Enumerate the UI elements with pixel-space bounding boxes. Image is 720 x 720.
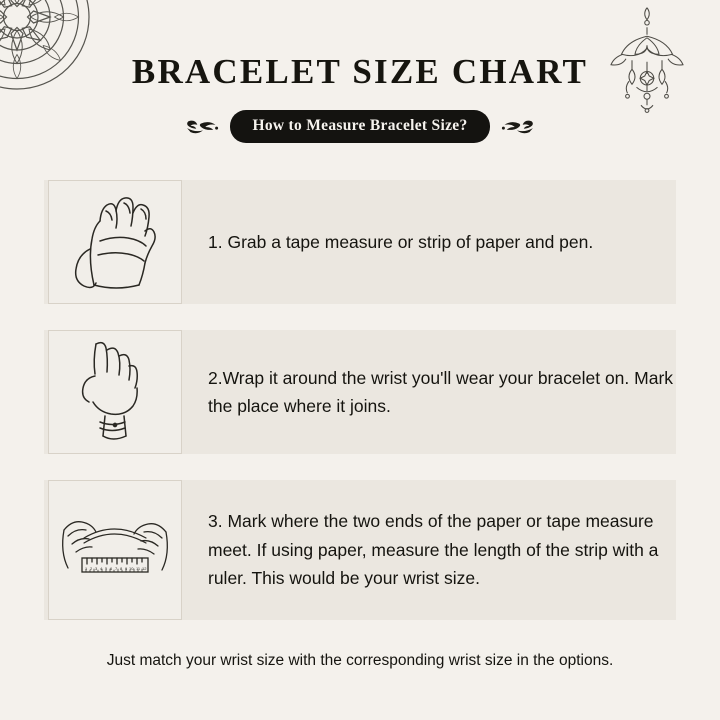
steps-list: [0, 180, 720, 646]
hand-with-tape-around-wrist-line-drawing-icon: [60, 336, 170, 448]
svg-text:1: 1: [85, 566, 88, 571]
svg-text:4: 4: [100, 566, 103, 571]
subtitle-row: [0, 110, 720, 143]
step-3-image: [48, 480, 182, 620]
step-item: [0, 330, 720, 454]
step-1-text: 1. Grab a tape measure or strip of paper and pen.: [208, 231, 594, 252]
svg-text:5: 5: [105, 566, 108, 571]
svg-text:2: 2: [90, 566, 93, 571]
step-1-image: [48, 180, 182, 304]
svg-text:9: 9: [125, 566, 128, 571]
footnote-text: Just match your wrist size with the corresponding wrist size in the options.: [106, 652, 614, 669]
flourish-ornament-left-icon: [186, 116, 220, 138]
step-3-text: 3. Mark where the two ends of the paper or tape measure meet. If using paper, measure the length of the strip with a ruler. This would be your wrist size.: [208, 511, 659, 589]
step-2-text: 2.Wrap it around the wrist you'll wear your bracelet on. Mark the place where it joins.: [208, 367, 674, 416]
svg-text:6: 6: [110, 566, 113, 571]
svg-text:10: 10: [129, 566, 134, 571]
page-title: BRACELET SIZE CHART: [131, 52, 589, 91]
hands-measuring-strip-with-ruler-line-drawing-icon: [54, 502, 176, 598]
flourish-ornament-right-icon: [500, 116, 534, 138]
closed-fist-line-drawing-icon: [60, 189, 170, 295]
step-item: [0, 180, 720, 304]
step-2-image: [48, 330, 182, 454]
svg-text:12: 12: [142, 566, 147, 571]
svg-text:3: 3: [95, 566, 98, 571]
svg-text:11: 11: [136, 566, 141, 571]
subtitle-pill: How to Measure Bracelet Size?: [230, 110, 489, 143]
svg-text:7: 7: [115, 566, 118, 571]
svg-text:8: 8: [120, 566, 123, 571]
step-item: [0, 480, 720, 620]
